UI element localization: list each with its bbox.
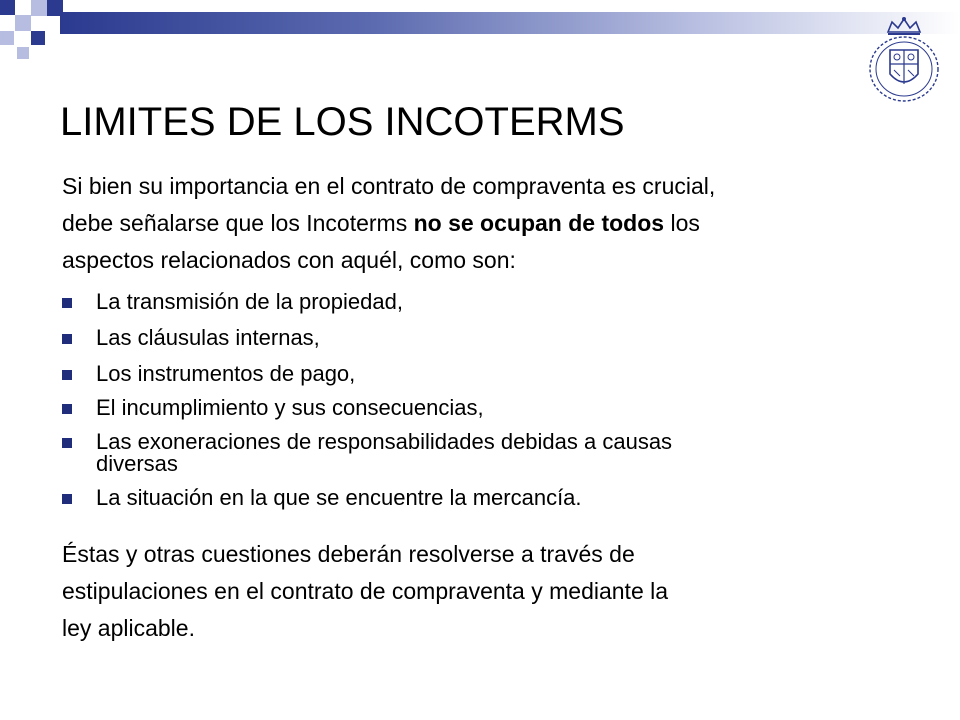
list-item: [62, 397, 672, 419]
square-bullet-icon: [62, 370, 72, 380]
decorative-square-icon: [15, 15, 31, 31]
intro-line: aspectos relacionados con aquél, como son:: [62, 247, 516, 273]
decorative-square-icon: [17, 47, 29, 59]
slide-title: LIMITES DE LOS INCOTERMS: [60, 100, 625, 144]
list-item: [62, 327, 672, 349]
list-item-text: La transmisión de la propiedad,: [96, 289, 403, 314]
outro-line: estipulaciones en el contrato de compraventa y mediante la: [62, 578, 669, 604]
outro-line: Éstas y otras cuestiones deberán resolverse a través de: [62, 541, 635, 567]
square-bullet-icon: [62, 438, 72, 448]
header-gradient-bar: [60, 12, 960, 34]
list-item-text: El incumplimiento y sus consecuencias,: [96, 395, 484, 420]
intro-text: debe señalarse que los Incoterms: [62, 210, 414, 236]
intro-bold-text: no se ocupan de todos: [413, 210, 665, 236]
list-item-text: La situación en la que se encuentre la mercancía.: [96, 485, 582, 510]
square-bullet-icon: [62, 404, 72, 414]
bullet-list: [62, 285, 672, 509]
intro-text: los: [664, 210, 700, 236]
list-item: [62, 487, 672, 509]
decorative-square-icon: [47, 0, 63, 16]
list-item-text: Los instrumentos de pago,: [96, 361, 356, 386]
decorative-square-icon: [31, 0, 47, 16]
decorative-square-icon: [31, 31, 45, 45]
list-item: [62, 431, 672, 475]
list-item: [62, 291, 672, 313]
outro-line: ley aplicable.: [62, 615, 195, 641]
square-bullet-icon: [62, 298, 72, 308]
list-item-text-continued: diversas: [96, 451, 178, 476]
list-item: [62, 363, 672, 385]
decorative-square-icon: [0, 31, 14, 45]
crest-icon: [862, 14, 946, 104]
intro-line: [62, 205, 715, 242]
intro-line: Si bien su importancia en el contrato de compraventa es crucial,: [62, 173, 716, 199]
list-item-text: Las cláusulas internas,: [96, 325, 320, 350]
square-bullet-icon: [62, 494, 72, 504]
list-item-text: Las exoneraciones de responsabilidades debidas a causas: [96, 429, 673, 454]
outro-paragraph: [62, 536, 668, 647]
square-bullet-icon: [62, 334, 72, 344]
intro-paragraph: [62, 168, 715, 279]
decorative-square-icon: [0, 0, 15, 15]
